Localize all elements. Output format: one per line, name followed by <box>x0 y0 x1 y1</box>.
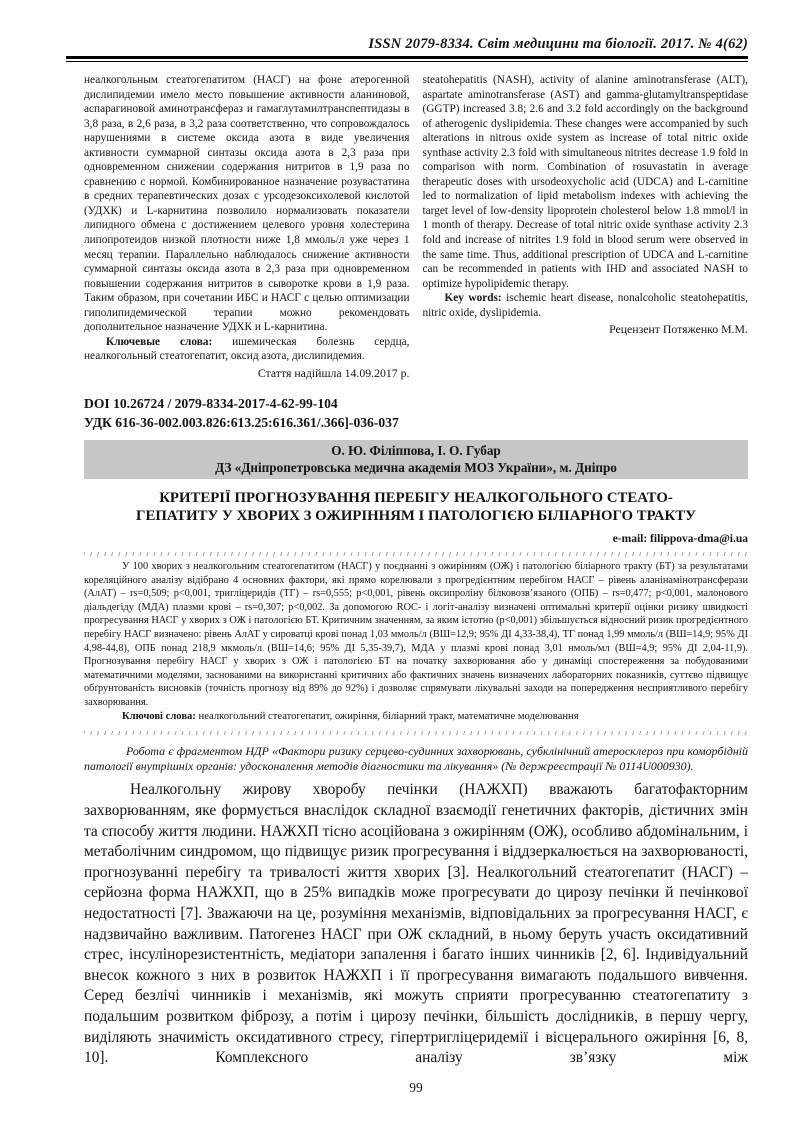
abstract-ua-keywords-text: неалкогольний стеатогепатит, ожиріння, біліарний тракт, математичне моделювання <box>198 711 579 723</box>
decorative-separator-top <box>84 552 748 556</box>
article-received-date: Стаття надійшла 14.09.2017 р. <box>257 365 410 380</box>
resume-en-keywords-text: ischemic heart disease, nonalcoholic steatohepatitis, nitric oxide, dyslipidemia. <box>422 292 748 319</box>
abstract-ukrainian-body: У 100 хворих з неалкогольним стеатогепатитом (НАСГ) у поєднанні з ожирінням (ОЖ) і патологією біліарного тракту (БТ) за результатами кореляційного аналізу відібрано 4 основних фактори, які прямо корелювали з прогредієнтним перебігом НАСГ – рівень аланінамінотрансферази (АлАТ) – rs=0,509; р<0,001, тригліцеридів (ТГ) – rs=0,555; р<0,001, рівень оксипроліну білковозв’язаного (ОПБ) – rs=0,477; р<0,001, малонового діальдегіду (МДА) плазми крові – rs=0,307; р<0,002. За допомогою ROC- і логіт-аналізу визначені оптимальні критерії оцінки ризику швидкості прогресування НАСГ у хворих з ОЖ і патологією БТ. Критичним значенням, за яким істотно (р<0,001) збільшується відносний ризик прогредієнтного перебігу НАСГ визначено: рівень АлАТ у сироватці крові понад 1,03 ммоль/л (ВШ=12,9; 95% ДІ 4,33-38,4), ТГ понад 1,99 ммоль/л (ВШ=14,9; 95% ДІ 4,98-44,8), ОПБ понад 218,9 мкмоль/л (ВШ=14,6; 95% ДІ 5,35-39,7), МДА у плазмі крові понад 3,01 нмоль/мл (ВШ=4,9; 95% ДІ 2,04-11,9). Прогнозування перебігу НАСГ у хворих з ОЖ і патологією БТ на початку захворювання або у динаміці спостереження за побудованими математичними моделями, заснованими на використанні критичних або фактичних значень визначених лабораторних показників, суттєво підвищує обґрунтованість висновків (точність прогнозу від 89% до 92%) і дозволяє спрямувати лікувальні заходи на попередження несприятливого перебігу захворювання. <box>84 560 748 708</box>
resume-ru-keywords-label: Ключевые слова: <box>106 335 213 348</box>
author-email: e-mail: filippova-dma@i.ua <box>612 532 748 545</box>
research-project-note: Робота є фрагментом НДР «Фактори ризику серцево-судинних захворювань, субклінічний атеросклероз при коморбідній патології внутрішніх органів: удосконалення методів діагностики та лікування» (№ держреєстрації № 0114U000930). <box>84 744 748 773</box>
bilingual-resume-section <box>84 73 748 381</box>
abstract-ua-keywords-label: Ключові слова: <box>122 711 196 723</box>
reviewer-line: Рецензент Потяженко М.М. <box>609 322 748 337</box>
authors-affiliation-box <box>84 440 748 479</box>
resume-english-column <box>423 73 749 381</box>
abstract-ukrainian-keywords <box>84 710 748 724</box>
article-title-line1: КРИТЕРІЇ ПРОГНОЗУВАННЯ ПЕРЕБІГУ НЕАЛКОГОЛЬНОГО СТЕАТО- <box>159 489 673 506</box>
resume-ru-keywords <box>84 335 410 364</box>
resume-en-keywords <box>423 291 749 320</box>
article-title <box>84 489 748 526</box>
resume-en-body: steatohepatitis (NASH), activity of alanine aminotransferase (ALT), aspartate aminotransferase (AST) and gamma-glutamyltranspeptidase (GGTP) increased 3.8; 2.6 and 3.2 fold accordingly on the background of atherogenic dyslipidemia. These changes were accompanied by such alterations in nitrous oxide system as increase of total nitric oxide synthase activity 2.3 fold with simultaneous nitrites decrease 1.9 fold in comparison with norm. Combination of rosuvastatin in average therapeutic doses with ursodeoxycholic acid (UDCA) and L-carnitine led to normalization of lipid metabolism indexes with achieving the target level of low-density lipoprotein cholesterol below 1.8 mmol/l in 1 month of therapy. Decrease of total nitric oxide synthase activity 2.3 fold and increase of nitrites 1.9 fold in blood serum were observed in the same time. Thus, additional prescription of UDCA and L-carnitine can be recommended in patients with IHD and associated NASH to optimize hypolipidemic therapy. <box>422 74 748 290</box>
header-rule <box>66 56 748 62</box>
main-body-paragraph: Неалкогольну жирову хворобу печінки (НАЖХП) вважають багатофакторним захворюванням, яке формується внаслідок складної взаємодії генетичних факторів, дієтичних змін та способу життя людини. НАЖХП тісно асоційована з ожирінням (ОЖ), особливо абдомінальним, і метаболічним синдромом, що підвищує ризик прогресування і віддзеркалюється на захворюваності, прогнозуванні перебігу та тривалості життя хворих [3]. Неалкогольний стеатогепатит (НАСГ) – серйозна форма НАЖХП, що в 25% випадків може прогресувати до цирозу печінки й печінкової недостатності [7]. Зважаючи на це, розуміння механізмів, відповідальних за прогресування НАСГ, є надзвичайно важливим. Патогенез НАСГ при ОЖ складний, в ньому беруть участь оксидативний стрес, інсулінорезистентність, медіатори запалення і багато інших чинників [2, 6]. Індивідуальний внесок кожного з них в розвиток НАЖХП і її прогресування вимагають подальшого вивчення. Серед безлічі чинників і механізмів, які можуть сприяти прогресуванню стеатогепатиту з подальшим розвитком фіброзу, а потім і цирозу печінки, більшість дослідників, в першу чергу, виділяють значимість оксидативного стресу, гіпертригліцеридемії і вісцерального ожиріння [6, 8, 10]. Комплексного аналізу зв’язку між <box>84 781 748 1067</box>
authors-affiliation: ДЗ «Дніпропетровська медична академія МОЗ України», м. Дніпро <box>215 459 617 475</box>
doi-line: DOI 10.26724 / 2079-8334-2017-4-62-99-104 <box>84 395 338 411</box>
resume-en-keywords-label: Key words: <box>444 292 502 305</box>
page-number: 99 <box>409 1079 423 1095</box>
article-title-line2: ГЕПАТИТУ У ХВОРИХ З ОЖИРІННЯМ І ПАТОЛОГІЄЮ БІЛІАРНОГО ТРАКТУ <box>136 508 696 525</box>
decorative-separator-bottom <box>84 731 748 735</box>
authors-names: О. Ю. Філіппова, І. О. Губар <box>331 442 501 458</box>
resume-russian-column <box>84 73 410 381</box>
resume-ru-keywords-text: ишемическая болезнь сердца, неалкогольный стеатогепатит, оксид азота, дислипидемия. <box>84 335 410 363</box>
resume-ru-body: неалкогольным стеатогепатитом (НАСГ) на фоне атерогенной дислипидемии имело место повышение активности аланиновой, аспарагиновой аминотрансфераз и гамаглутамилтранспептидазы в 3,8 раза, в 2,6 раза, в 3,2 раза соответственно, что сопровождалось нарушениями в системе оксида азота в виде увеличения активности суммарной синтазы оксида азота в 2,3 раза при одновременном снижении содержания нитритов в 1,9 раза по сравнению с нормой. Комбинированное назначение розувастатина в средних терапевтических дозах с урсодезоксихолевой кислотой (УДХК) и L-карнитина позволило нормализовать показатели липидного обмена с достижением целевого уровня холестерина липопротеидов низкой плотности ниже 1,8 ммоль/л уже через 1 месяц терапии. Параллельно наблюдалось снижение активности суммарной синтазы оксида азота в 2,3 раза при одновременном повышении содержания нитритов в сыворотке крови в 1,9 раза. Таким образом, при сочетании ИБС и НАСГ с целью оптимизации гиполипидемической терапии можно рекомендовать дополнительное назначение УДХК и L-карнитина. <box>84 74 410 334</box>
journal-issn-line: ISSN 2079-8334. Світ медицини та біології. 2017. № 4(62) <box>368 36 748 52</box>
udk-line: УДК 616-36-002.003.826:613.25:616.361/.366]-036-037 <box>84 414 399 430</box>
page-header <box>84 36 748 62</box>
